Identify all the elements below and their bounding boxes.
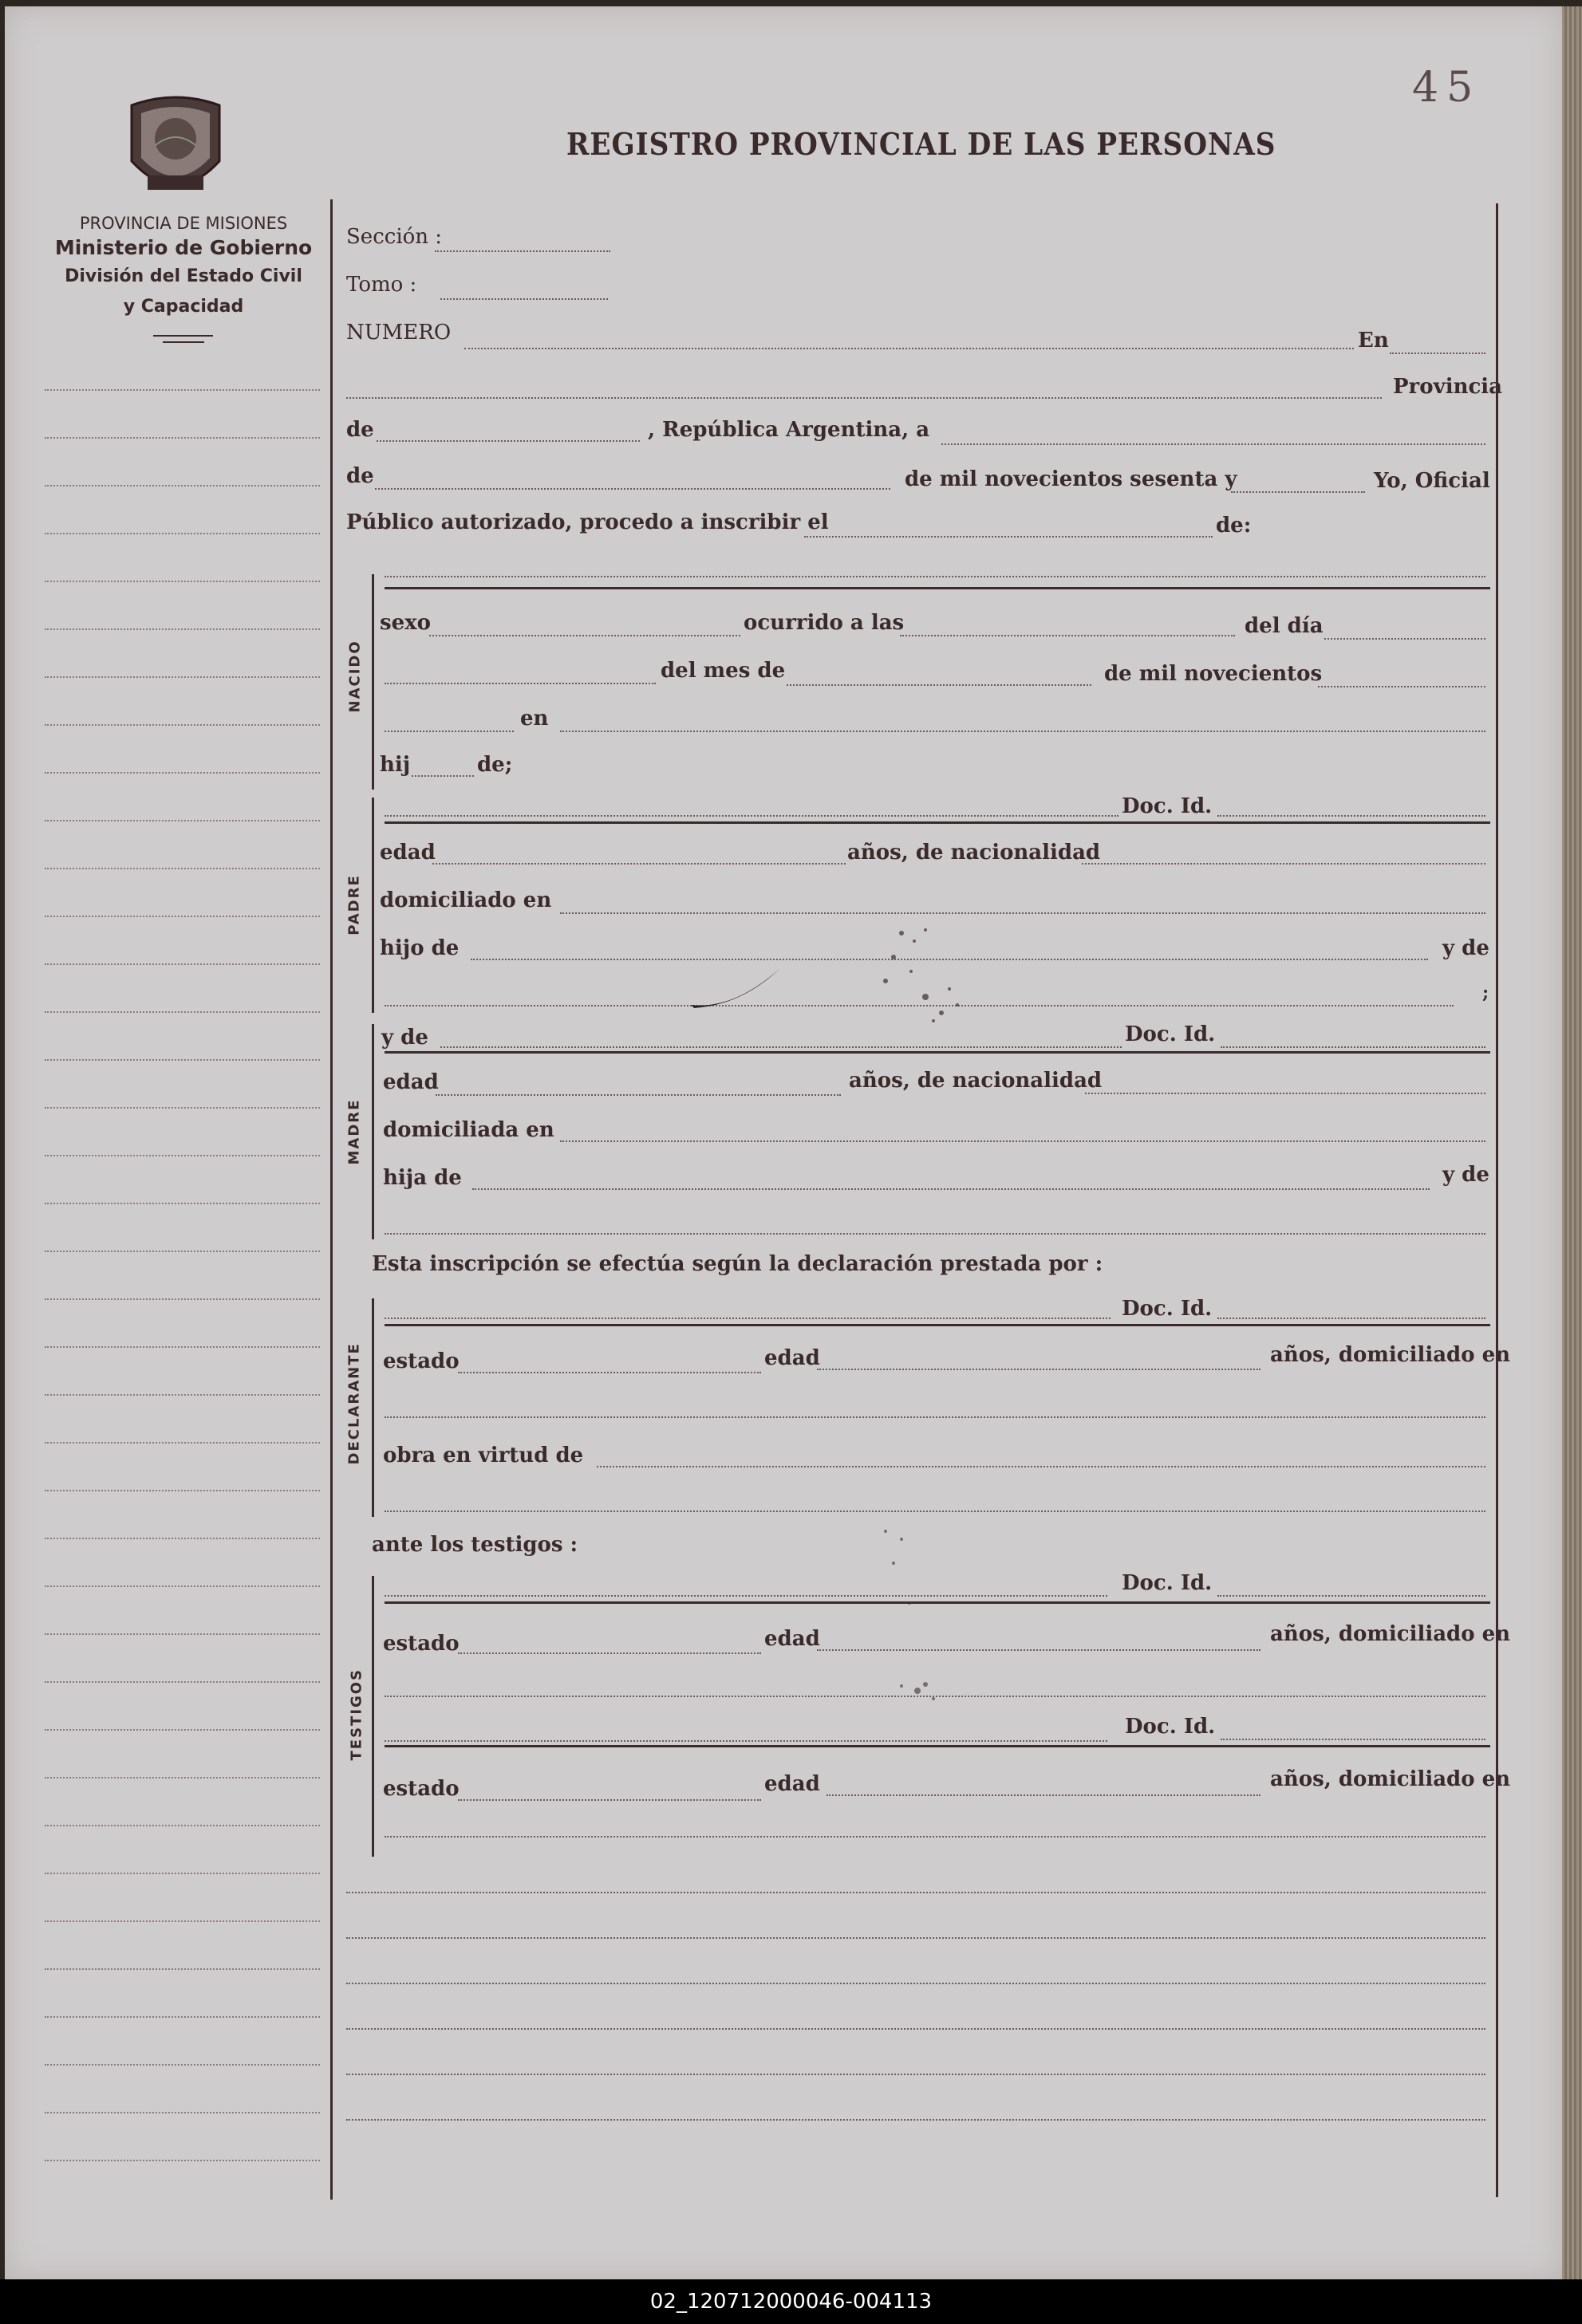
padre-dom-label: domiciliado en xyxy=(380,888,552,912)
testigos-bracket xyxy=(372,1576,374,1857)
margin-line[interactable] xyxy=(45,2016,320,2018)
margin-line[interactable] xyxy=(45,1729,320,1731)
margin-line[interactable] xyxy=(45,1298,320,1300)
madre-yde-label: y de xyxy=(381,1026,428,1050)
margin-line[interactable] xyxy=(45,1968,320,1970)
margin-line[interactable] xyxy=(45,820,320,821)
madre-nac-field[interactable] xyxy=(1085,1093,1485,1094)
margin-line[interactable] xyxy=(45,1155,320,1156)
madre-doc-field[interactable] xyxy=(1221,1046,1485,1048)
margin-line[interactable] xyxy=(45,1538,320,1539)
padre-hijo-label: hijo de xyxy=(380,936,460,960)
page-title: REGISTRO PROVINCIAL DE LAS PERSONAS xyxy=(566,126,1276,162)
testigo2-edad-field[interactable] xyxy=(827,1794,1260,1796)
margin-line[interactable] xyxy=(45,1011,320,1013)
division-name: División del Estado Civil xyxy=(65,266,302,286)
declarante-edad-label: edad xyxy=(764,1346,820,1370)
margin-line[interactable] xyxy=(45,1873,320,1874)
padre-bracket xyxy=(372,798,374,1013)
declarante-bracket xyxy=(372,1298,374,1517)
ante-testigos-text: ante los testigos : xyxy=(372,1533,578,1557)
margin-line[interactable] xyxy=(45,2160,320,2161)
republica-label: , República Argentina, a xyxy=(648,418,930,442)
declarante-dom-field[interactable] xyxy=(385,1416,1485,1418)
hij-field[interactable] xyxy=(412,775,474,777)
margin-line[interactable] xyxy=(45,963,320,965)
margin-line[interactable] xyxy=(45,1633,320,1635)
numero-field[interactable] xyxy=(464,348,1354,349)
nacido-rule xyxy=(385,587,1490,589)
margin-line[interactable] xyxy=(45,1059,320,1061)
margin-line[interactable] xyxy=(45,1107,320,1109)
padre-semicolon: ; xyxy=(1482,983,1489,1003)
madre-dom-field[interactable] xyxy=(560,1140,1485,1142)
tomo-field[interactable] xyxy=(440,298,608,300)
testigo2-rule xyxy=(385,1745,1490,1747)
tomo-label: Tomo : xyxy=(346,273,417,297)
declarante-estado-field[interactable] xyxy=(458,1372,761,1373)
de-mil-label: de mil novecientos xyxy=(1104,662,1323,686)
margin-line[interactable] xyxy=(45,1203,320,1204)
provincial-seal-icon xyxy=(124,89,227,203)
margin-line[interactable] xyxy=(45,1346,320,1348)
madre-hija-label: hija de xyxy=(383,1166,462,1190)
mes-field[interactable] xyxy=(375,488,890,490)
madre-dom-label: domiciliada en xyxy=(383,1118,554,1142)
declarante-estado-label: estado xyxy=(383,1349,460,1373)
sexo-label: sexo xyxy=(380,611,432,635)
madre-edad-field[interactable] xyxy=(436,1094,841,1096)
margin-line[interactable] xyxy=(45,868,320,869)
declarante-doc-label: Doc. Id. xyxy=(1122,1297,1213,1321)
de-label-1: de xyxy=(346,418,374,442)
mes-nac-field[interactable] xyxy=(787,684,1091,686)
declarante-name-field[interactable] xyxy=(385,1318,1111,1319)
padre-doc-label: Doc. Id. xyxy=(1122,794,1213,818)
testigo2-doc-field[interactable] xyxy=(1221,1739,1485,1740)
margin-line[interactable] xyxy=(45,1681,320,1683)
image-caption: 02_120712000046-004113 xyxy=(0,2279,1582,2324)
obra-label: obra en virtud de xyxy=(383,1444,584,1467)
mil-nov-label: de mil novecientos sesenta y xyxy=(905,467,1237,491)
observacion-line[interactable] xyxy=(346,1892,1485,1893)
padre-doc-field[interactable] xyxy=(1217,815,1485,817)
declarante-edad-field[interactable] xyxy=(817,1369,1260,1370)
declarante-rule xyxy=(385,1324,1490,1326)
hora-field[interactable] xyxy=(900,635,1235,636)
fecha-field[interactable] xyxy=(941,443,1485,445)
numero-label: NUMERO xyxy=(346,321,452,345)
dia-cont-field[interactable] xyxy=(385,683,656,684)
right-border xyxy=(1496,203,1498,2197)
margin-line[interactable] xyxy=(45,1585,320,1587)
margin-line[interactable] xyxy=(45,437,320,439)
madre-label: MADRE xyxy=(345,1098,363,1165)
padre-name-field[interactable] xyxy=(385,815,1118,817)
margin-line[interactable] xyxy=(45,485,320,486)
madre-nac-label: años, de nacionalidad xyxy=(849,1069,1103,1093)
division-name-2: y Capacidad xyxy=(123,297,244,317)
padre-yde-label: y de xyxy=(1442,936,1489,960)
inscribir-field[interactable] xyxy=(804,536,1213,538)
declarante-label: DECLARANTE xyxy=(345,1342,363,1465)
margin-line[interactable] xyxy=(45,628,320,630)
testigo2-estado-field[interactable] xyxy=(458,1799,761,1801)
padre-nac-label: años, de nacionalidad xyxy=(847,841,1101,865)
padre-rule xyxy=(385,821,1490,824)
margin-line[interactable] xyxy=(45,772,320,774)
divider xyxy=(163,341,204,343)
testigo2-dom-label: años, domiciliado en xyxy=(1270,1767,1511,1791)
obra-cont-field[interactable] xyxy=(385,1511,1485,1512)
provincia-label: Provincia xyxy=(1393,375,1503,399)
margin-line[interactable] xyxy=(45,1920,320,1922)
margin-line[interactable] xyxy=(45,676,320,678)
testigo1-estado-label: estado xyxy=(383,1632,460,1656)
de-label-2: de xyxy=(346,464,374,488)
del-mes-label: del mes de xyxy=(661,659,786,683)
margin-line[interactable] xyxy=(45,1490,320,1491)
anio-nac-field[interactable] xyxy=(1318,686,1485,687)
madre-rule xyxy=(385,1051,1490,1054)
testigo2-estado-label: estado xyxy=(383,1777,460,1801)
declarante-dom-label: años, domiciliado en xyxy=(1270,1343,1511,1367)
left-border xyxy=(330,199,333,2200)
margin-line[interactable] xyxy=(45,1251,320,1252)
testigo2-doc-label: Doc. Id. xyxy=(1125,1715,1216,1739)
margin-line[interactable] xyxy=(45,389,320,391)
de-colon-label: de: xyxy=(1216,514,1252,538)
margin-line[interactable] xyxy=(45,581,320,582)
madre-yde2-field[interactable] xyxy=(385,1233,1485,1235)
testigo1-doc-field[interactable] xyxy=(1217,1595,1485,1597)
page-number: 45 xyxy=(1412,64,1481,112)
margin-line[interactable] xyxy=(45,916,320,917)
nacido-name-field[interactable] xyxy=(385,576,1485,577)
dia-field[interactable] xyxy=(1324,638,1485,640)
sexo-field[interactable] xyxy=(429,635,740,636)
observacion-line[interactable] xyxy=(346,2028,1485,2030)
madre-name-field[interactable] xyxy=(440,1046,1122,1048)
madre-hija-field[interactable] xyxy=(472,1188,1430,1190)
margin-line[interactable] xyxy=(45,1442,320,1444)
del-dia-label: del día xyxy=(1245,614,1324,638)
publico-label: Público autorizado, procedo a inscribir el xyxy=(346,510,829,534)
lugar-nac-field[interactable] xyxy=(560,731,1485,732)
margin-line[interactable] xyxy=(45,1777,320,1778)
madre-bracket xyxy=(372,1024,374,1239)
observacion-line[interactable] xyxy=(346,1983,1485,1984)
seccion-field[interactable] xyxy=(435,250,610,252)
padre-nac-field[interactable] xyxy=(1082,863,1485,865)
anio-field[interactable] xyxy=(1231,491,1365,493)
margin-line[interactable] xyxy=(45,724,320,726)
testigo1-doc-label: Doc. Id. xyxy=(1122,1571,1213,1595)
margin-line[interactable] xyxy=(45,1394,320,1396)
province-name: PROVINCIA DE MISIONES xyxy=(79,214,288,233)
margin-line[interactable] xyxy=(45,533,320,534)
madre-edad-label: edad xyxy=(383,1070,439,1094)
provincia-field[interactable] xyxy=(377,440,640,442)
testigo1-edad-label: edad xyxy=(764,1627,820,1651)
observacion-line[interactable] xyxy=(346,1937,1485,1939)
padre-edad-field[interactable] xyxy=(432,863,846,865)
divider xyxy=(153,335,213,337)
margin-line[interactable] xyxy=(45,2064,320,2066)
testigo1-estado-field[interactable] xyxy=(458,1652,761,1654)
padre-edad-label: edad xyxy=(380,841,436,865)
madre-doc-label: Doc. Id. xyxy=(1125,1022,1216,1046)
ministry-name: Ministerio de Gobierno xyxy=(54,236,313,259)
hij-label: hij xyxy=(380,753,411,777)
ocurrido-label: ocurrido a las xyxy=(744,611,905,635)
nacido-label: NACIDO xyxy=(346,640,364,713)
testigo2-edad-label: edad xyxy=(764,1772,820,1796)
observacion-line[interactable] xyxy=(346,2074,1485,2075)
en-pre-field[interactable] xyxy=(385,731,514,732)
location-field[interactable] xyxy=(346,397,1382,399)
testigo2-dom-field[interactable] xyxy=(385,1836,1485,1838)
ink-stamp-mark xyxy=(686,901,1037,1045)
de-semicolon-label: de; xyxy=(477,753,513,777)
testigo1-dom-label: años, domiciliado en xyxy=(1270,1622,1511,1646)
declaracion-text: Esta inscripción se efectúa según la declaración prestada por : xyxy=(372,1252,1103,1276)
declarante-doc-field[interactable] xyxy=(1217,1318,1485,1319)
margin-line[interactable] xyxy=(45,2112,320,2113)
ink-speckles xyxy=(870,1515,965,1739)
observacion-line[interactable] xyxy=(346,2119,1485,2121)
seccion-label: Sección : xyxy=(346,225,443,249)
en-nac-label: en xyxy=(520,707,549,731)
madre-yde2-label: y de xyxy=(1442,1163,1489,1187)
obra-field[interactable] xyxy=(597,1466,1485,1467)
en-field[interactable] xyxy=(1390,353,1485,354)
padre-label: PADRE xyxy=(345,874,363,936)
en-label: En xyxy=(1358,329,1389,353)
yo-oficial-label: Yo, Oficial xyxy=(1374,469,1490,493)
page-edge xyxy=(1562,6,1582,2279)
testigos-label: TESTIGOS xyxy=(348,1668,365,1761)
nacido-bracket xyxy=(372,574,374,790)
testigo1-name-field[interactable] xyxy=(385,1595,1107,1597)
testigo2-name-field[interactable] xyxy=(385,1740,1107,1742)
margin-line[interactable] xyxy=(45,1825,320,1826)
